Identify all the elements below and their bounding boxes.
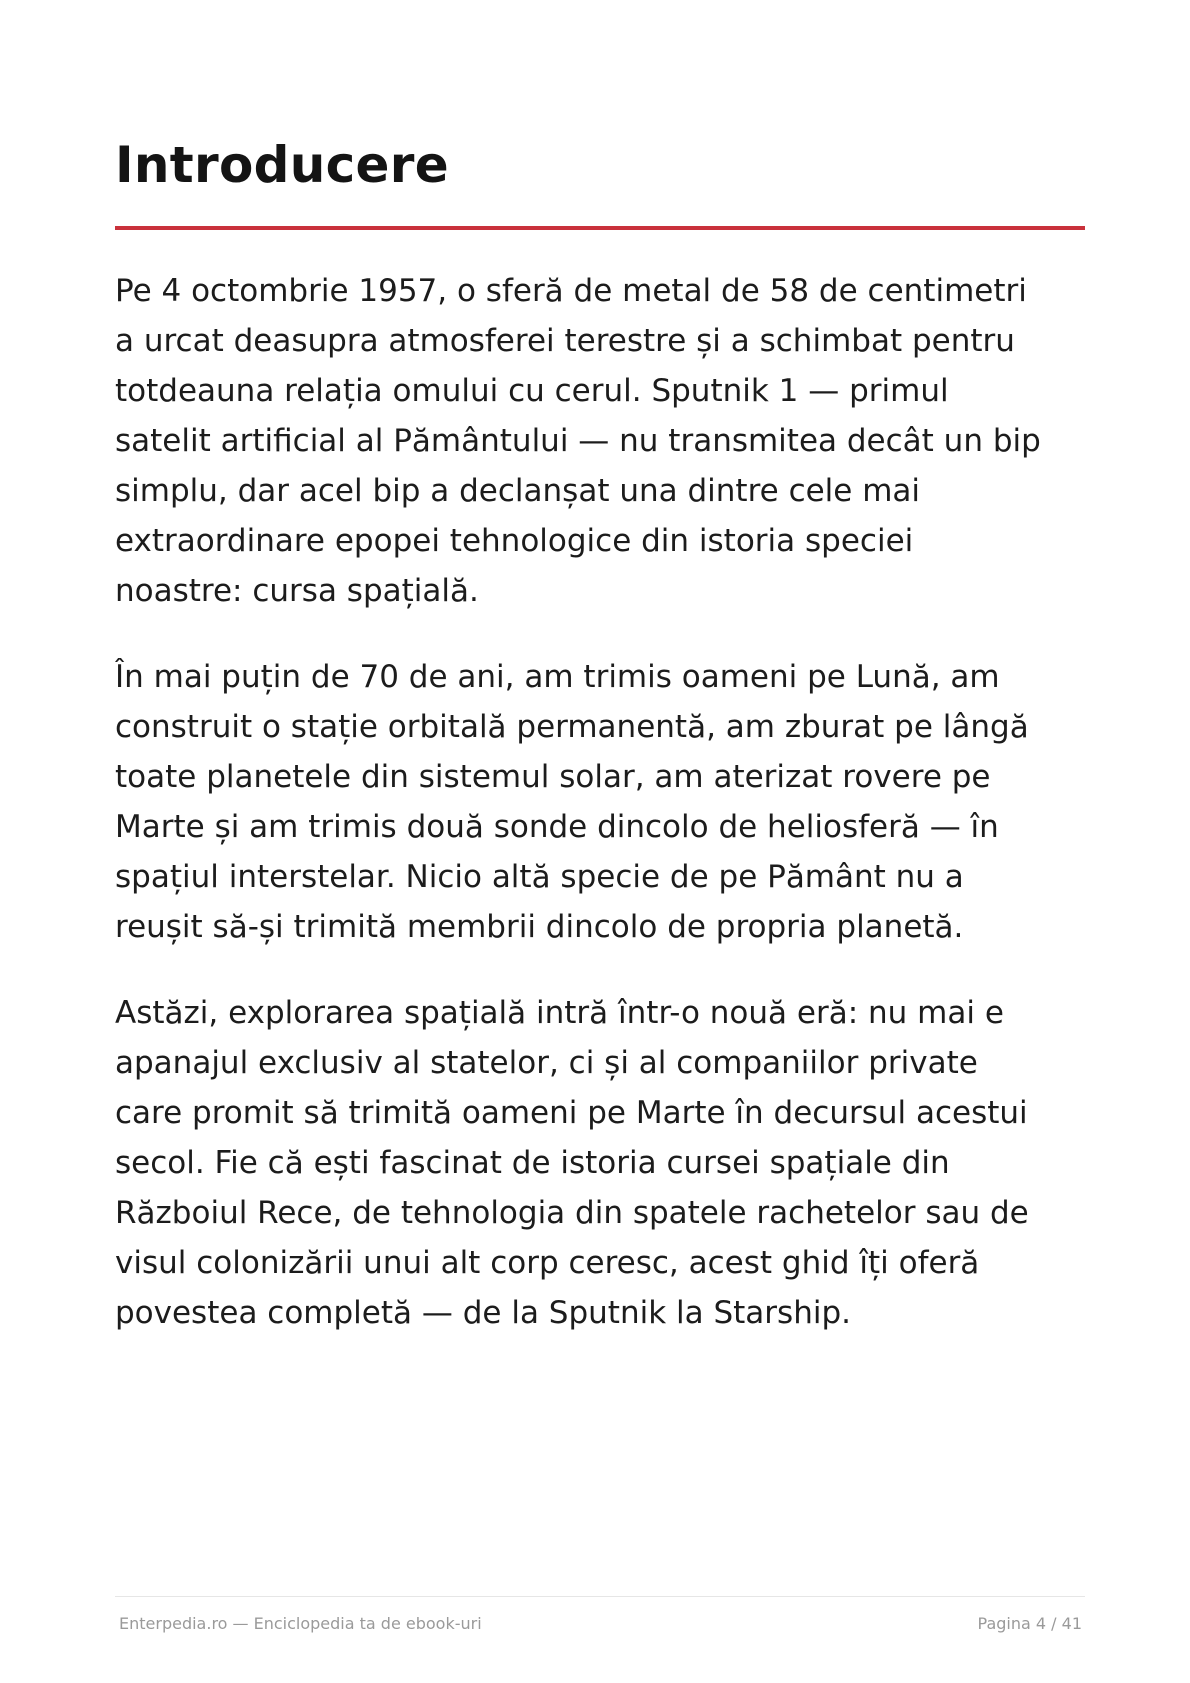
title-divider xyxy=(115,226,1085,230)
text-line: spațiul interstelar. Nicio altă specie de pe Pământ nu a xyxy=(115,859,964,895)
footer-site-name: Enterpedia.ro — Enciclopedia ta de ebook-uri xyxy=(119,1614,482,1633)
paragraph-3 xyxy=(115,988,1095,1338)
chapter-title: Introducere xyxy=(115,136,449,194)
text-line: apanajul exclusiv al statelor, ci și al companiilor private xyxy=(115,1045,978,1081)
text-line: simplu, dar acel bip a declanșat una dintre cele mai xyxy=(115,473,921,509)
text-line: secol. Fie că ești fascinat de istoria cursei spațiale din xyxy=(115,1145,950,1181)
text-line: extraordinare epopei tehnologice din istoria speciei xyxy=(115,523,914,559)
text-line: reușit să-și trimită membrii dincolo de propria planetă. xyxy=(115,909,964,945)
chapter-body xyxy=(115,266,1095,1374)
paragraph-2 xyxy=(115,652,1095,952)
text-line: visul colonizării unui alt corp ceresc, acest ghid îți oferă xyxy=(115,1245,980,1281)
text-line: satelit artificial al Pământului — nu transmitea decât un bip xyxy=(115,423,1041,459)
text-line: totdeauna relația omului cu cerul. Sputnik 1 — primul xyxy=(115,373,949,409)
text-line: construit o stație orbitală permanentă, am zburat pe lângă xyxy=(115,709,1029,745)
text-line: Astăzi, explorarea spațială intră într-o nouă eră: nu mai e xyxy=(115,995,1004,1031)
text-line: toate planetele din sistemul solar, am aterizat rovere pe xyxy=(115,759,991,795)
text-line: care promit să trimită oameni pe Marte în decursul acestui xyxy=(115,1095,1028,1131)
text-line: Pe 4 octombrie 1957, o sferă de metal de 58 de centimetri xyxy=(115,273,1027,309)
text-line: noastre: cursa spațială. xyxy=(115,573,479,609)
text-line: În mai puțin de 70 de ani, am trimis oameni pe Lună, am xyxy=(115,659,1000,695)
text-line: Războiul Rece, de tehnologia din spatele rachetelor sau de xyxy=(115,1195,1029,1231)
paragraph-1 xyxy=(115,266,1095,616)
page-number: Pagina 4 / 41 xyxy=(977,1614,1082,1633)
text-line: Marte și am trimis două sonde dincolo de heliosferă — în xyxy=(115,809,999,845)
text-line: povestea completă — de la Sputnik la Starship. xyxy=(115,1295,851,1331)
footer-divider xyxy=(115,1596,1085,1597)
text-line: a urcat deasupra atmosferei terestre și a schimbat pentru xyxy=(115,323,1015,359)
